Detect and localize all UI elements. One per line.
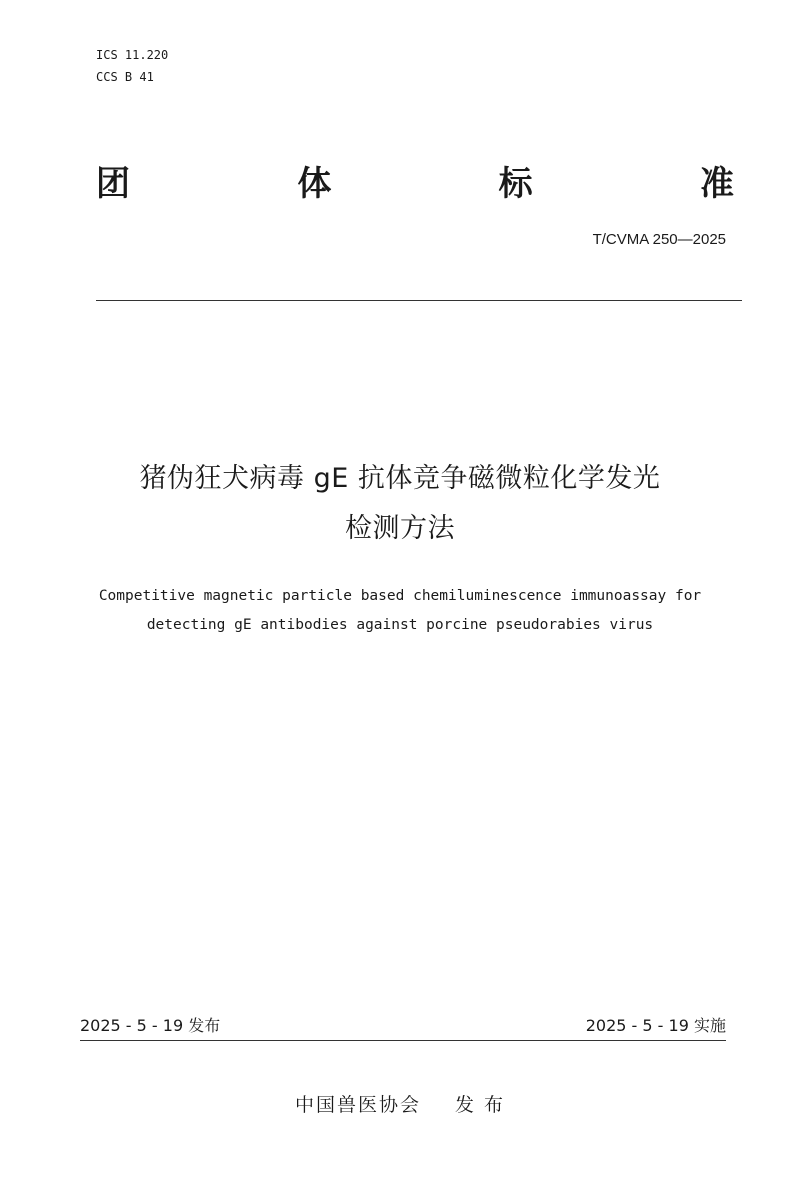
english-title [0,582,800,640]
publisher-action: 发 布 [454,1094,506,1116]
ccs-code: CCS B 41 [96,70,154,84]
doc-type-char: 标 [498,164,533,204]
ics-code: ICS 11.220 [96,48,169,62]
doc-type-char: 团 [96,164,130,204]
footer-divider [80,1040,726,1041]
doc-type-char: 准 [699,164,734,204]
publisher-line [0,1090,800,1120]
implementation-date: 2025 - 5 - 19 实施 [585,1016,726,1035]
english-title-line-1: Competitive magnetic particle based chemiluminescence immunoassay for [98,588,702,604]
publisher-name: 中国兽医协会 [294,1094,421,1116]
english-title-line-2: detecting gE antibodies against porcine pseudorabies virus [146,617,654,633]
document-type-heading [96,160,734,208]
chinese-title-line-2: 检测方法 [345,513,455,544]
issue-date: 2025 - 5 - 19 发布 [80,1016,221,1035]
classification-codes [96,44,168,88]
header-divider [96,300,742,301]
doc-type-char: 体 [297,164,332,204]
standard-number: T/CVMA 250—2025 [592,231,726,248]
chinese-title [0,454,800,554]
chinese-title-line-1: 猪伪狂犬病毒 gE 抗体竞争磁微粒化学发光 [139,463,661,494]
